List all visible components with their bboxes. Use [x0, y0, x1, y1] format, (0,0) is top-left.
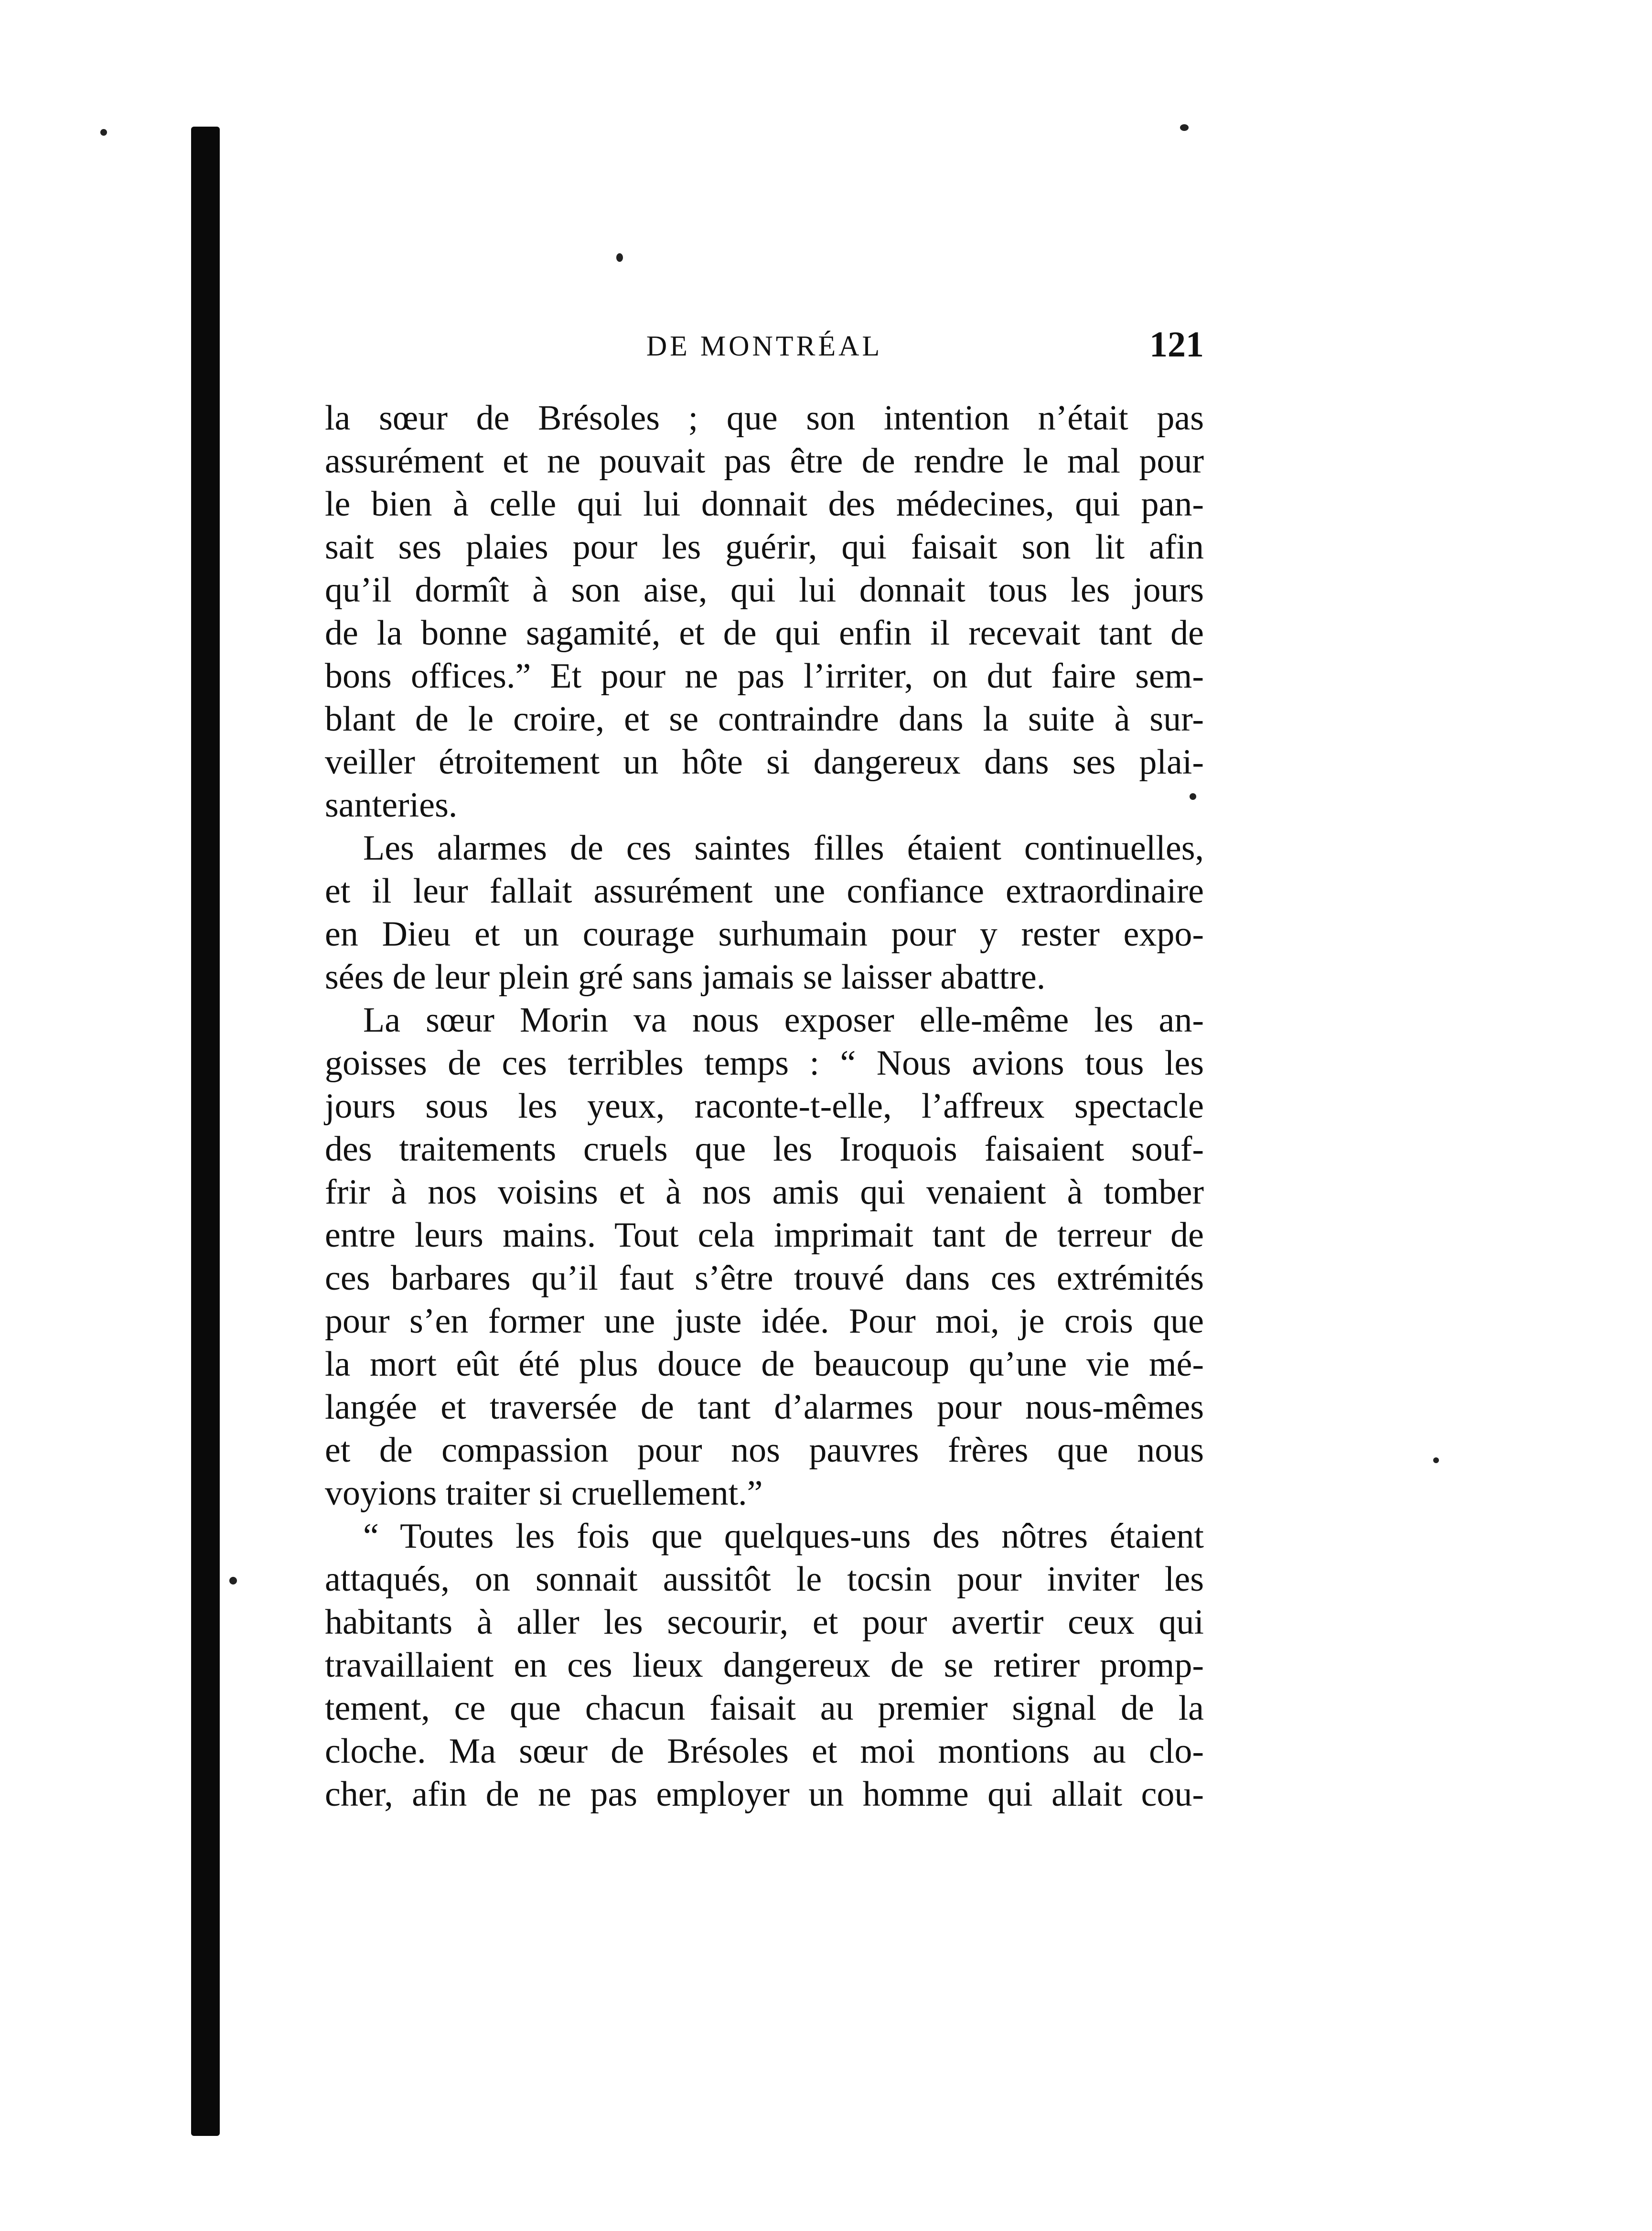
text-line: santeries.	[325, 786, 458, 825]
text-line: goisses de ces terribles temps : “ Nous avions tous les	[325, 1044, 1204, 1083]
text-line: ces barbares qu’il faut s’être trouvé dans ces extrémités	[325, 1259, 1204, 1298]
text-line: qu’il dormît à son aise, qui lui donnait tous les jours	[325, 571, 1204, 610]
scan-speck	[1180, 124, 1189, 131]
text-line: de la bonne sagamité, et de qui enfin il recevait tant de	[325, 614, 1204, 653]
scan-speck	[616, 253, 623, 262]
text-line: travaillaient en ces lieux dangereux de se retirer promp-	[325, 1646, 1204, 1685]
text-line: en Dieu et un courage surhumain pour y rester expo-	[325, 915, 1204, 954]
paragraph-first-line: La sœur Morin va nous exposer elle-même les an-	[363, 1001, 1204, 1040]
text-line: pour s’en former une juste idée. Pour moi, je crois que	[325, 1302, 1204, 1341]
text-line: sait ses plaies pour les guérir, qui faisait son lit afin	[325, 528, 1204, 567]
page-number: 121	[1149, 324, 1204, 365]
text-line: attaqués, on sonnait aussitôt le tocsin pour inviter les	[325, 1560, 1204, 1599]
text-line: jours sous les yeux, raconte-t-elle, l’affreux spectacle	[325, 1087, 1204, 1126]
text-line: le bien à celle qui lui donnait des médecines, qui pan-	[325, 485, 1204, 524]
scan-speck	[1433, 1457, 1439, 1463]
text-line: habitants à aller les secourir, et pour avertir ceux qui	[325, 1603, 1204, 1642]
text-line: voyions traiter si cruellement.”	[325, 1474, 763, 1513]
binding-edge-shadow	[191, 127, 220, 2136]
text-line: cloche. Ma sœur de Brésoles et moi montions au clo-	[325, 1732, 1204, 1771]
running-title: DE MONTRÉAL	[646, 330, 883, 362]
running-head	[325, 320, 1204, 373]
scan-speck	[229, 1577, 237, 1584]
text-line: tement, ce que chacun faisait au premier signal de la	[325, 1689, 1204, 1728]
text-line: des traitements cruels que les Iroquois faisaient souf-	[325, 1130, 1204, 1169]
text-line: et il leur fallait assurément une confiance extraordinaire	[325, 872, 1204, 911]
paragraph-first-line: “ Toutes les fois que quelques-uns des nôtres étaient	[363, 1517, 1204, 1556]
text-line: bons offices.” Et pour ne pas l’irriter, on dut faire sem-	[325, 657, 1204, 696]
paragraph-first-line: Les alarmes de ces saintes filles étaient continuelles,	[363, 829, 1204, 868]
text-line: veiller étroitement un hôte si dangereux dans ses plai-	[325, 743, 1204, 782]
body-text	[325, 397, 1204, 1816]
text-line: entre leurs mains. Tout cela imprimait tant de terreur de	[325, 1216, 1204, 1255]
scan-speck	[100, 129, 107, 136]
text-line: frir à nos voisins et à nos amis qui venaient à tomber	[325, 1173, 1204, 1212]
text-line: et de compassion pour nos pauvres frères que nous	[325, 1431, 1204, 1470]
text-line: blant de le croire, et se contraindre dans la suite à sur-	[325, 700, 1204, 739]
text-line: assurément et ne pouvait pas être de rendre le mal pour	[325, 442, 1204, 481]
text-line: cher, afin de ne pas employer un homme qui allait cou-	[325, 1775, 1204, 1814]
text-line: la mort eût été plus douce de beaucoup qu’une vie mé-	[325, 1345, 1204, 1384]
text-line: la sœur de Brésoles ; que son intention n’était pas	[325, 399, 1204, 438]
text-line: langée et traversée de tant d’alarmes pour nous-mêmes	[325, 1388, 1204, 1427]
text-line: sées de leur plein gré sans jamais se laisser abattre.	[325, 958, 1046, 997]
